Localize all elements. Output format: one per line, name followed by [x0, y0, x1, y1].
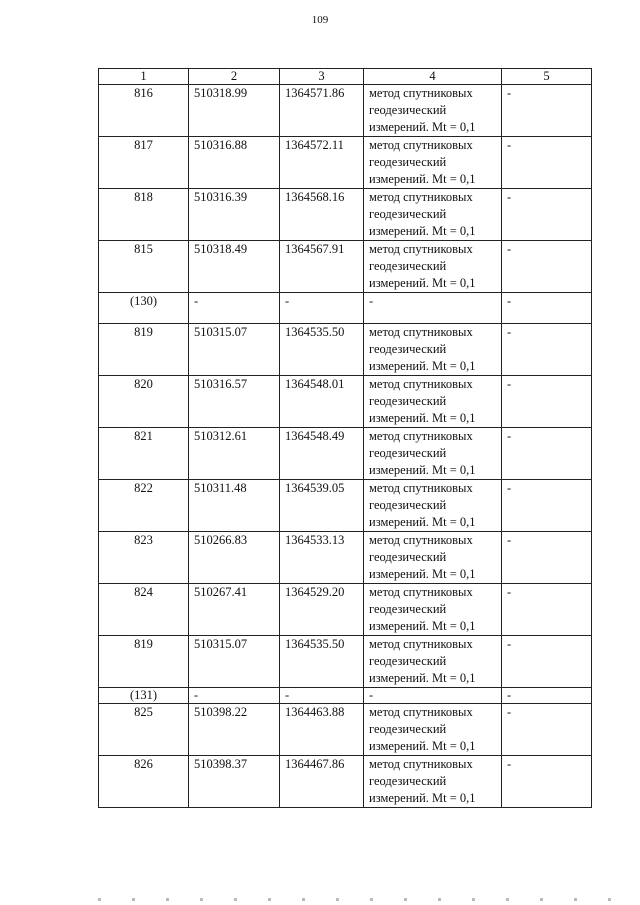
y-coordinate-cell: -	[280, 688, 364, 704]
y-coordinate-cell: 1364535.50	[280, 636, 364, 688]
x-coordinate-cell: 510398.37	[189, 756, 280, 808]
x-coordinate-cell: 510311.48	[189, 480, 280, 532]
method-cell: метод спутниковых геодезический измерений. Mt = 0,1	[364, 532, 502, 584]
column-header: 5	[502, 69, 592, 85]
table-row	[99, 85, 592, 137]
table-row	[99, 376, 592, 428]
footer-scan-artifact	[98, 898, 638, 901]
note-cell: -	[502, 704, 592, 756]
table-row	[99, 636, 592, 688]
method-cell: метод спутниковых геодезический измерений. Mt = 0,1	[364, 85, 502, 137]
y-coordinate-cell: 1364548.01	[280, 376, 364, 428]
table-row	[99, 756, 592, 808]
method-cell: метод спутниковых геодезический измерений. Mt = 0,1	[364, 704, 502, 756]
note-cell: -	[502, 376, 592, 428]
method-cell: метод спутниковых геодезический измерений. Mt = 0,1	[364, 428, 502, 480]
method-cell: метод спутниковых геодезический измерений. Mt = 0,1	[364, 241, 502, 293]
method-cell: -	[364, 688, 502, 704]
table-row	[99, 704, 592, 756]
note-cell: -	[502, 241, 592, 293]
y-coordinate-cell: 1364467.86	[280, 756, 364, 808]
table-row	[99, 324, 592, 376]
note-cell: -	[502, 584, 592, 636]
point-number-cell: 825	[99, 704, 189, 756]
table-row	[99, 428, 592, 480]
x-coordinate-cell: 510316.57	[189, 376, 280, 428]
method-cell: -	[364, 293, 502, 324]
method-cell: метод спутниковых геодезический измерений. Mt = 0,1	[364, 756, 502, 808]
point-number-cell: 816	[99, 85, 189, 137]
x-coordinate-cell: 510318.99	[189, 85, 280, 137]
page-number: 109	[311, 14, 329, 26]
x-coordinate-cell: 510316.39	[189, 189, 280, 241]
column-header: 1	[99, 69, 189, 85]
method-cell: метод спутниковых геодезический измерений. Mt = 0,1	[364, 480, 502, 532]
point-number-cell: 819	[99, 636, 189, 688]
note-cell: -	[502, 293, 592, 324]
y-coordinate-cell: 1364568.16	[280, 189, 364, 241]
y-coordinate-cell: 1364572.11	[280, 137, 364, 189]
table-header-row	[99, 69, 592, 85]
table-row	[99, 480, 592, 532]
note-cell: -	[502, 85, 592, 137]
column-header: 3	[280, 69, 364, 85]
x-coordinate-cell: 510316.88	[189, 137, 280, 189]
point-number-cell: 819	[99, 324, 189, 376]
y-coordinate-cell: 1364535.50	[280, 324, 364, 376]
table-row	[99, 137, 592, 189]
table-row	[99, 189, 592, 241]
x-coordinate-cell: 510266.83	[189, 532, 280, 584]
table-row	[99, 241, 592, 293]
point-number-cell: 823	[99, 532, 189, 584]
x-coordinate-cell: 510312.61	[189, 428, 280, 480]
y-coordinate-cell: 1364533.13	[280, 532, 364, 584]
note-cell: -	[502, 688, 592, 704]
column-header: 4	[364, 69, 502, 85]
y-coordinate-cell: 1364567.91	[280, 241, 364, 293]
point-number-cell: 826	[99, 756, 189, 808]
point-number-cell: 822	[99, 480, 189, 532]
coordinates-table	[98, 68, 592, 808]
x-coordinate-cell: 510398.22	[189, 704, 280, 756]
note-cell: -	[502, 428, 592, 480]
note-cell: -	[502, 480, 592, 532]
x-coordinate-cell: 510315.07	[189, 324, 280, 376]
table-row	[99, 688, 592, 704]
y-coordinate-cell: -	[280, 293, 364, 324]
note-cell: -	[502, 137, 592, 189]
y-coordinate-cell: 1364529.20	[280, 584, 364, 636]
table-row	[99, 293, 592, 324]
note-cell: -	[502, 324, 592, 376]
x-coordinate-cell: -	[189, 688, 280, 704]
method-cell: метод спутниковых геодезический измерений. Mt = 0,1	[364, 584, 502, 636]
method-cell: метод спутниковых геодезический измерений. Mt = 0,1	[364, 636, 502, 688]
x-coordinate-cell: 510318.49	[189, 241, 280, 293]
note-cell: -	[502, 636, 592, 688]
x-coordinate-cell: 510315.07	[189, 636, 280, 688]
point-number-cell: 824	[99, 584, 189, 636]
contour-number-cell: (131)	[99, 688, 189, 704]
y-coordinate-cell: 1364539.05	[280, 480, 364, 532]
point-number-cell: 818	[99, 189, 189, 241]
method-cell: метод спутниковых геодезический измерений. Mt = 0,1	[364, 324, 502, 376]
point-number-cell: 817	[99, 137, 189, 189]
method-cell: метод спутниковых геодезический измерений. Mt = 0,1	[364, 376, 502, 428]
note-cell: -	[502, 189, 592, 241]
point-number-cell: 820	[99, 376, 189, 428]
table-row	[99, 584, 592, 636]
y-coordinate-cell: 1364463.88	[280, 704, 364, 756]
method-cell: метод спутниковых геодезический измерений. Mt = 0,1	[364, 137, 502, 189]
y-coordinate-cell: 1364571.86	[280, 85, 364, 137]
table-row	[99, 532, 592, 584]
column-header: 2	[189, 69, 280, 85]
point-number-cell: 821	[99, 428, 189, 480]
x-coordinate-cell: 510267.41	[189, 584, 280, 636]
x-coordinate-cell: -	[189, 293, 280, 324]
note-cell: -	[502, 532, 592, 584]
point-number-cell: 815	[99, 241, 189, 293]
y-coordinate-cell: 1364548.49	[280, 428, 364, 480]
method-cell: метод спутниковых геодезический измерений. Mt = 0,1	[364, 189, 502, 241]
note-cell: -	[502, 756, 592, 808]
contour-number-cell: (130)	[99, 293, 189, 324]
